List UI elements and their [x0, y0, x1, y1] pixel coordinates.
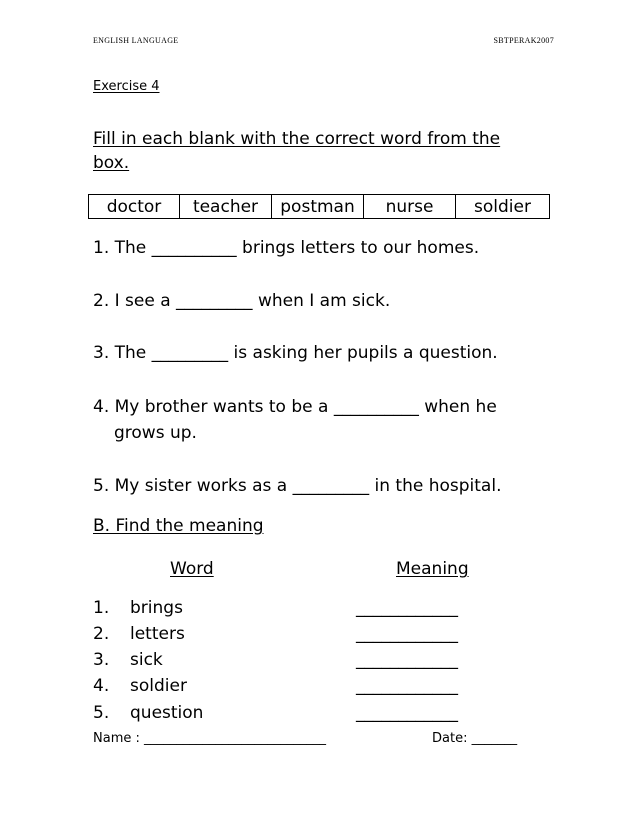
meaning-item-number: 2. [93, 624, 110, 644]
exercise-title: Exercise 4 [93, 79, 160, 94]
instruction-line-2: box. [93, 153, 130, 173]
footer-name-field: Name : ____________________________ [93, 731, 326, 746]
question-5: 5. My sister works as a _________ in the hospital. [93, 476, 502, 496]
meaning-item-blank: ____________ [356, 650, 458, 670]
meaning-item-word: sick [130, 650, 163, 670]
header-subject: ENGLISH LANGUAGE [93, 36, 179, 45]
question-4: 4. My brother wants to be a __________ when he [93, 397, 497, 417]
meaning-item-word: letters [130, 624, 185, 644]
meaning-item-number: 1. [93, 598, 110, 618]
word-box-cell: postman [272, 195, 364, 218]
question-4-continuation: grows up. [114, 423, 197, 443]
question-2: 2. I see a _________ when I am sick. [93, 291, 391, 311]
word-box-cell: teacher [180, 195, 272, 218]
word-box [88, 194, 550, 219]
meaning-item-blank: ____________ [356, 624, 458, 644]
word-box-cell: nurse [364, 195, 456, 218]
column-header-meaning: Meaning [396, 559, 469, 579]
meaning-item-word: question [130, 703, 204, 723]
word-box-cell: doctor [89, 195, 180, 218]
header-code: SBTPERAK2007 [493, 36, 554, 45]
section-b-title: B. Find the meaning [93, 516, 264, 536]
column-header-word: Word [170, 559, 214, 579]
meaning-item-blank: ____________ [356, 598, 458, 618]
meaning-item-number: 3. [93, 650, 110, 670]
instruction-line-1: Fill in each blank with the correct word from the [93, 129, 501, 149]
instruction [93, 127, 500, 175]
meaning-item-word: soldier [130, 676, 187, 696]
footer-date-field: Date: _______ [432, 731, 518, 746]
question-1: 1. The __________ brings letters to our homes. [93, 238, 480, 258]
meaning-item-blank: ____________ [356, 703, 458, 723]
meaning-item-word: brings [130, 598, 183, 618]
meaning-item-number: 4. [93, 676, 110, 696]
word-box-cell: soldier [474, 196, 531, 217]
meaning-item-number: 5. [93, 703, 110, 723]
meaning-item-blank: ____________ [356, 676, 458, 696]
question-3: 3. The _________ is asking her pupils a question. [93, 343, 498, 363]
